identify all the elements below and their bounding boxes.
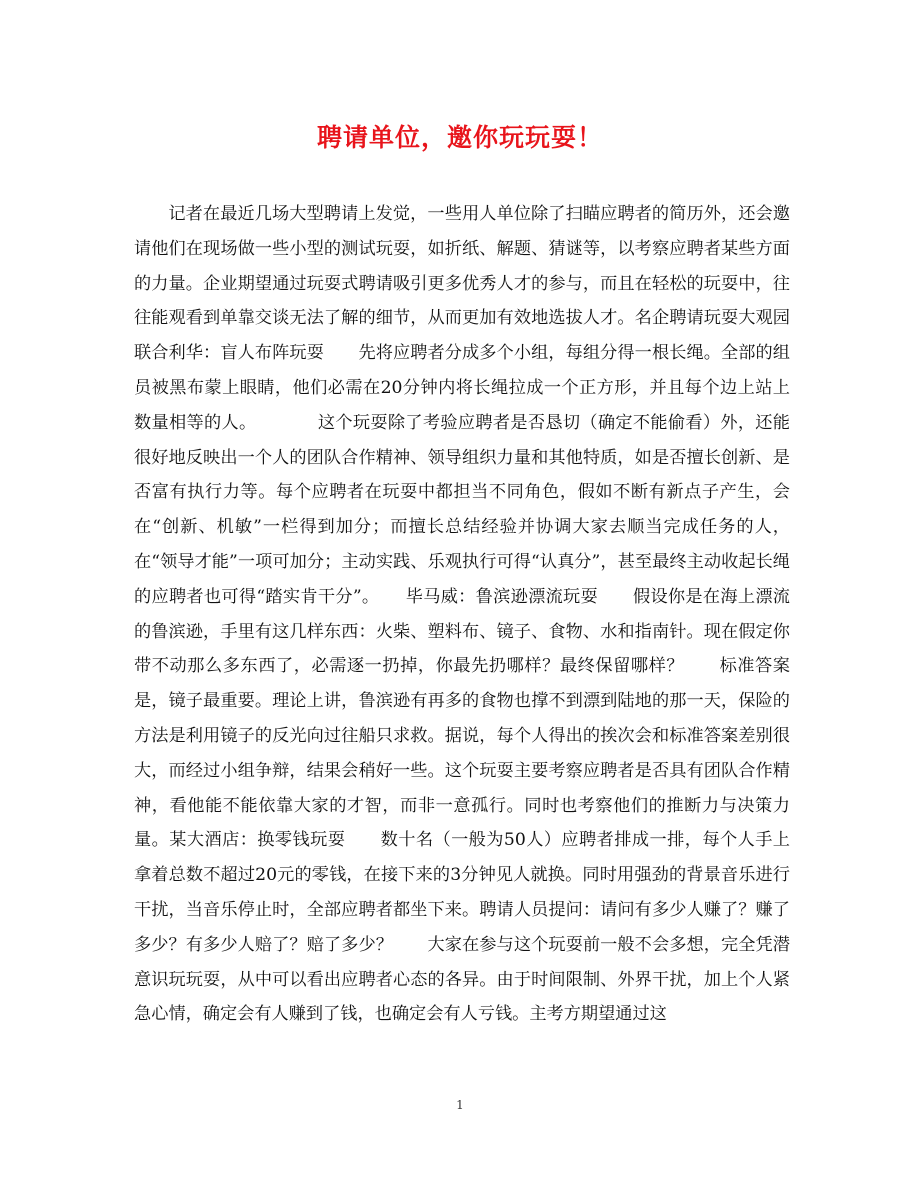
- body-paragraph: 记者在最近几场大型聘请上发觉，一些用人单位除了扫瞄应聘者的简历外，还会邀请他们在现场做一些小型的测试玩耍，如折纸、解题、猜谜等，以考察应聘者某些方面的力量。企业期望通过玩耍式聘请吸引更多优秀人才的参与，而且在轻松的玩耍中，往往能观看到单靠交谈无法了解的细节，从而更加有效地选拔人才。名企聘请玩耍大观园 联合利华：盲人布阵玩耍 先将应聘者分成多个小组，每组分得一根长绳。全部的组员被黑布蒙上眼睛，他们必需在20分钟内将长绳拉成一个正方形，并且每个边上站上数量相等的人。 这个玩耍除了考验应聘者是否恳切（确定不能偷看）外，还能很好地反映出一个人的团队合作精神、领导组织力量和其他特质，如是否擅长创新、是否富有执行力等。每个应聘者在玩耍中都担当不同角色，假如不断有新点子产生，会在“创新、机敏”一栏得到加分；而擅长总结经验并协调大家去顺当完成任务的人，在“领导才能”一项可加分；主动实践、乐观执行可得“认真分”，甚至最终主动收起长绳的应聘者也可得“踏实肯干分”。 毕马威：鲁滨逊漂流玩耍 假设你是在海上漂流的鲁滨逊，手里有这几样东西：火柴、塑料布、镜子、食物、水和指南针。现在假定你带不动那么多东西了，必需逐一扔掉，你最先扔哪样？最终保留哪样？ 标准答案是，镜子最重要。理论上讲，鲁滨逊有再多的食物也撑不到漂到陆地的那一天，保险的方法是利用镜子的反光向过往船只求救。据说，每个人得出的挨次会和标准答案差别很大，而经过小组争辩，结果会稍好一些。这个玩耍主要考察应聘者是否具有团队合作精神，看他能不能依靠大家的才智，而非一意孤行。同时也考察他们的推断力与决策力量。某大酒店：换零钱玩耍 数十名（一般为50人）应聘者排成一排，每个人手上拿着总数不超过20元的零钱，在接下来的3分钟见人就换。同时用强劲的背景音乐进行干扰，当音乐停止时，全部应聘者都坐下来。聘请人员提问：请问有多少人赚了？赚了多少？有多少人赔了？赔了多少？ 大家在参与这个玩耍前一般不会多想，完全凭潜意识玩玩耍，从中可以看出应聘者心态的各异。由于时间限制、外界干扰，加上个人紧急心情，确定会有人赚到了钱，也确定会有人亏钱。主考方期望通过这: [134, 204, 825, 1025]
- page-number: 1: [456, 1098, 464, 1112]
- document-body: [134, 197, 825, 1032]
- document-title: 聘请单位，邀你玩玩耍！: [316, 123, 603, 152]
